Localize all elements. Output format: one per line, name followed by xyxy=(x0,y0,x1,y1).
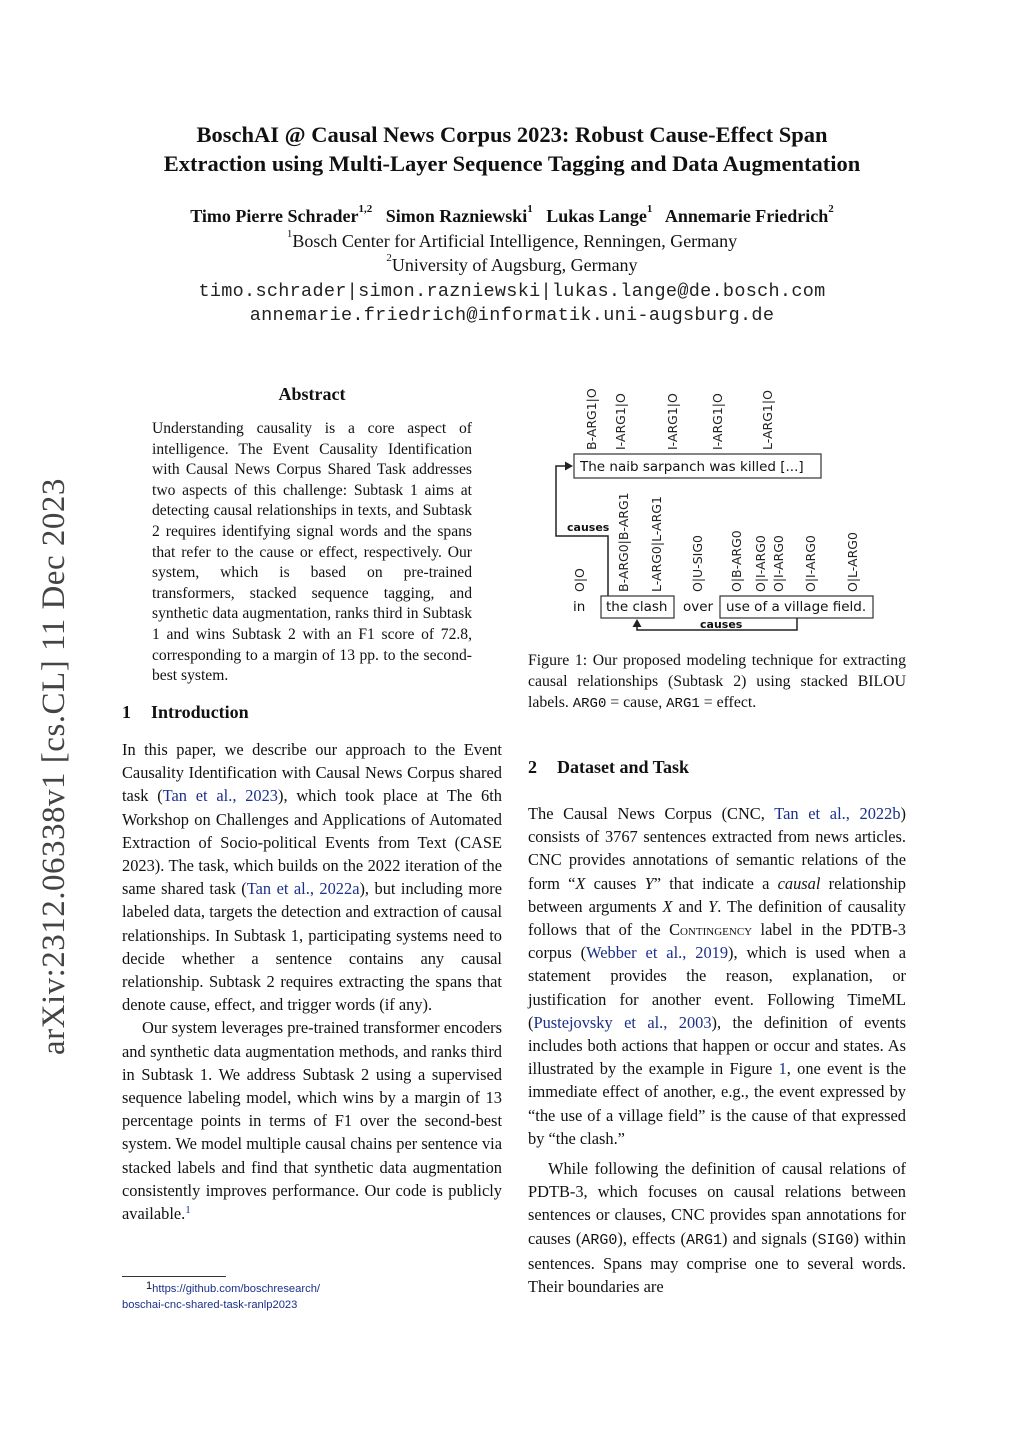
section-1-body xyxy=(122,738,502,1225)
title-line-1: BoschAI @ Causal News Corpus 2023: Robust Cause-Effect Span xyxy=(196,122,828,147)
bottom-label-2: B-ARG0|B-ARG1 xyxy=(616,492,631,592)
bottom-label-9: O|L-ARG0 xyxy=(845,532,860,592)
author-2: Simon Razniewski$^1$ xyxy=(385,203,533,226)
intro-paragraph-1: In this paper, we describe our approach to the Event Causality Identification with Causal News Corpus shared task (Tan et al., 2023), which took place at The 6th Workshop on Challenges and Applications of Automated Extraction of Socio-political Events from Text (CASE 2023). The task, which builds on the 2022 iteration of the same shared task (Tan et al., 2022a), but including more labeled data, targets the detection and extraction of causal relationships. In Subtask 1, participating systems need to decide whether a sentence contains any causal relationship. Subtask 2 requires extracting the spans that denote cause, effect, and trigger words (if any). xyxy=(122,740,502,1015)
intro-paragraph-2: Our system leverages pre-trained transformer encoders and synthetic data augmentation methods, and ranks third in Subtask 1. We address Subtask 2 using a supervised sequence labeling model, which wins by a margin of 13 percentage points in terms of F1 over the second-best system. We model multiple causal chains per sentence via stacked labels and find that synthetic data augmentation consistently improves performance. Our code is publicly available.$^1$ xyxy=(122,1018,502,1224)
top-sentence: The naib sarpanch was killed [...] xyxy=(580,459,804,475)
citation-tan-2022b[interactable]: Tan et al., 2022b xyxy=(774,804,901,823)
figure-1-caption: Figure 1: Our proposed modeling technique for extracting causal relationships (Subtask 2) using stacked BILOU labels. ARG0 = cause, ARG1 = effect. xyxy=(528,652,906,712)
author-list xyxy=(60,203,964,227)
dataset-paragraph-2: While following the definition of causal relations of PDTB-3, which focuses on causal relations between sentences or clauses, CNC provides span annotations for causes (ARG0), effects (ARG1) and signals (SIG0) within sentences. Spans may comprise one to several words. Their boundaries are xyxy=(528,1159,906,1297)
top-label-2: I-ARG1|O xyxy=(613,393,628,450)
section-1-heading: 1 Introduction xyxy=(122,702,249,722)
figure-1-diagram xyxy=(540,376,900,638)
bottom-label-3: L-ARG0|L-ARG1 xyxy=(649,496,664,592)
causes-label-2: causes xyxy=(700,618,743,631)
top-label-5: L-ARG1|O xyxy=(760,390,775,450)
top-label-1: B-ARG1|O xyxy=(584,388,599,450)
bottom-label-6: O|I-ARG0 xyxy=(753,535,768,592)
author-3: Lukas Lange$^1$ xyxy=(546,203,653,226)
bottom-label-8: O|I-ARG0 xyxy=(803,535,818,592)
section-2-body xyxy=(528,802,906,1298)
citation-webber-2019[interactable]: Webber et al., 2019 xyxy=(586,943,729,963)
bottom-label-5: O|B-ARG0 xyxy=(729,530,744,592)
causes-label-1: causes xyxy=(567,521,610,534)
top-label-4: I-ARG1|O xyxy=(710,393,725,450)
section-2-heading: 2 Dataset and Task xyxy=(528,757,690,777)
abstract-heading: Abstract xyxy=(278,384,346,404)
footnote-link-2[interactable]: boschai-cnc-shared-task-ranlp2023 xyxy=(122,1298,298,1311)
paper-title xyxy=(60,120,964,178)
dataset-paragraph-1: The Causal News Corpus (CNC, Tan et al., 2022b) consists of 3767 sentences extracted from news articles. CNC provides annotations of semantic relations of the form “X causes Y” that indicate a causal relationship between arguments X and Y. The definition of causality follows that of the Contingency label in the PDTB-3 corpus (Webber et al., 2019), which is used when a statement provides the reason, explanation, or justification for another event. Following TimeML (Pustejovsky et al., 2003), the definition of events includes both actions that happen or occur and states. As illustrated by the example in Figure 1, one event is the immediate effect of another, e.g., the event expressed by “the use of a village field” is the cause of that expressed by “the clash.” xyxy=(528,804,907,1148)
affiliation-2: $^2$University of Augsburg, Germany xyxy=(386,252,638,275)
citation-tan-2022a[interactable]: Tan et al., 2022a xyxy=(246,879,360,899)
footnote-rule xyxy=(122,1276,226,1277)
arxiv-stamp xyxy=(34,430,74,1070)
bottom-label-7: O|I-ARG0 xyxy=(771,535,786,592)
bottom-label-1: O|O xyxy=(572,568,587,592)
footnote: $^1$https://github.com/boschresearch/ boschai-cnc-shared-task-ranlp2023 xyxy=(122,1282,502,1313)
bottom-span-1: the clash xyxy=(606,599,668,615)
arrowhead-2 xyxy=(633,619,642,627)
affiliation-1: $^1$Bosch Center for Artificial Intelligence, Renningen, Germany xyxy=(286,228,738,251)
arxiv-identifier: arXiv:2312.06338v1 [cs.CL] 11 Dec 2023 xyxy=(36,478,72,1055)
citation-tan-2023[interactable]: Tan et al., 2023 xyxy=(162,786,278,806)
author-1: Timo Pierre Schrader$^{1,2}$ xyxy=(190,203,373,226)
bottom-word-in: in xyxy=(573,599,586,615)
title-line-2: Extraction using Multi-Layer Sequence Tagging and Data Augmentation xyxy=(163,151,861,176)
figure-1-reference[interactable]: 1 xyxy=(778,1059,787,1079)
author-4: Annemarie Friedrich$^2$ xyxy=(664,203,834,226)
top-label-3: I-ARG1|O xyxy=(665,393,680,450)
email-line-2[interactable]: annemarie.friedrich@informatik.uni-augsburg.de xyxy=(249,305,775,326)
bottom-label-4: O|U-SIG0 xyxy=(690,535,705,592)
arrowhead-1 xyxy=(565,462,573,471)
citation-pustejovsky-2003[interactable]: Pustejovsky et al., 2003 xyxy=(533,1012,712,1032)
email-line-1[interactable]: timo.schrader|simon.razniewski|lukas.lange@de.bosch.com xyxy=(198,281,826,302)
bottom-span-2: use of a village field. xyxy=(726,599,867,615)
footnote-ref[interactable]: 1 xyxy=(185,1204,191,1217)
abstract-text: Understanding causality is a core aspect of intelligence. The Event Causality Identification with Causal News Corpus Shared Task addresses two aspects of this challenge: Subtask 1 aims at detecting causal relationships in texts, and Subtask 2 requires identifying signal words and the spans that refer to the cause or effect, respectively. Our system, which is based on pre-trained transformers, stacked sequence tagging, and synthetic data augmentation, ranks third in Subtask 1 and wins Subtask 2 with an F1 score of 72.8, corresponding to a margin of 13 pp. to the second-best system. xyxy=(152,420,472,685)
bottom-word-over: over xyxy=(683,599,714,615)
footnote-link-1[interactable]: https://github.com/boschresearch/ xyxy=(152,1283,321,1295)
